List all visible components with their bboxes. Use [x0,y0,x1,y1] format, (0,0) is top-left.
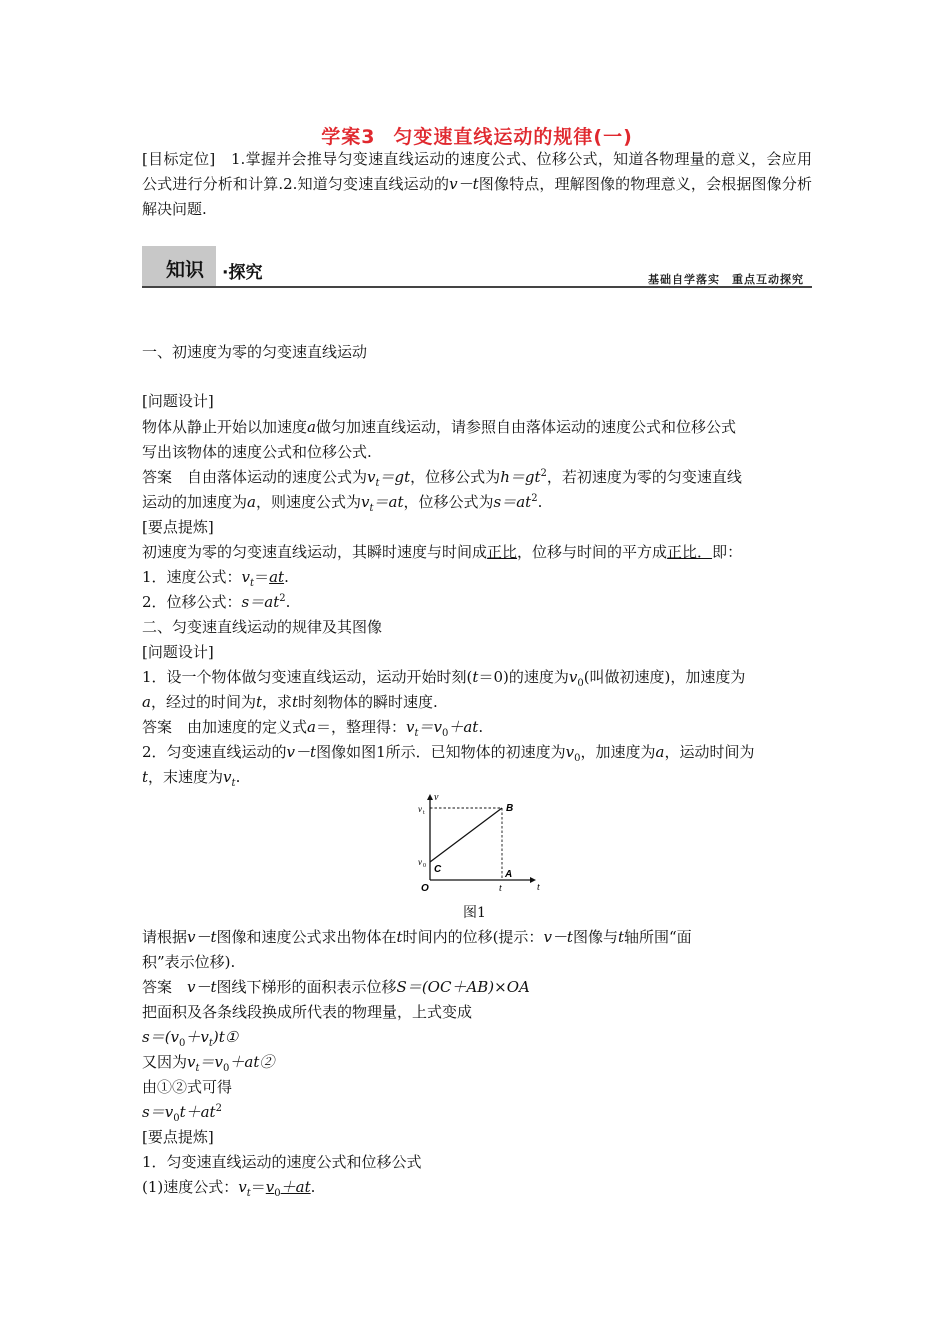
text: 图像与 [572,928,618,946]
t-axis-arrow [530,877,536,883]
text: . [285,593,291,611]
var: a [307,418,316,436]
paragraph-line [142,951,812,972]
var: a [655,743,665,761]
figure-caption: 图1 [463,905,486,921]
text: ，末速度为 [148,768,224,786]
text: 初速度为零的匀变速直线运动，其瞬时速度与时间成 [142,543,488,561]
text: ＝0)的速度为 [478,668,569,686]
text: . [478,718,484,736]
text: 把面积及各条线段换成所代表的物理量，上式变成 [142,1003,473,1021]
answer-line [142,491,812,514]
var: a [142,693,151,711]
fill-blank: at [269,568,285,586]
sup: 2 [215,1103,222,1114]
paragraph-line [142,1076,812,1097]
paragraph-line [142,541,812,562]
label-problem-design [142,390,812,411]
expr: ＋at [448,718,479,736]
formula-line [142,1051,812,1074]
text: 图线下梯形的面积表示位移 [216,978,397,996]
text: ，位移与时间的平方成 [517,543,668,561]
label-key-points [142,516,812,537]
text: . [537,493,543,511]
var: v－t [543,928,573,946]
paragraph-line [142,666,812,689]
text: ＝ [250,1178,266,1196]
objectives-text: 1.掌握并会推导匀变速直线运动的速度公式、位移公式，知道各物理量的意义，会应用公式进行分析和计算.2.知道匀变速直线运动的 [142,150,812,193]
sub: t [250,578,255,589]
text: ＝，整理得： [315,718,406,736]
banner-rule [142,286,812,288]
text: [问题设计] [142,643,214,661]
var: v [405,718,415,736]
text: [要点提炼] [142,518,214,536]
text: [要点提炼] [142,1128,214,1146]
text: 1．设一个物体做匀变速直线运动，运动开始时刻( [142,668,473,686]
text: . [284,568,289,586]
text: 答案 由加速度的定义式 [142,718,308,736]
vt-tick-label: v [418,804,422,814]
sub: 0 [274,1188,281,1199]
label-problem-design [142,641,812,662]
text: 请根据 [142,928,188,946]
fill-blank: ＋at [280,1178,311,1196]
paragraph-line [142,441,812,462]
sub: 0 [441,728,449,739]
title-main: 匀变速直线运动的规律(一) [393,126,633,148]
var: t [142,768,149,786]
text: 1．匀变速直线运动的速度公式和位移公式 [142,1153,422,1171]
expr: ＋at② [229,1053,275,1071]
paragraph-line [142,1151,812,1172]
var: v－t [286,743,317,761]
var: s [142,1028,150,1046]
text: (叫做初速度)，加速度为 [583,668,746,686]
var: v [360,493,370,511]
text: 写出该物体的速度公式和位移公式. [142,443,372,461]
section-banner [142,246,812,288]
text: (1)速度公式： [142,1178,239,1196]
text: 时刻物体的瞬时速度. [298,693,438,711]
text: 图像如图1所示．已知物体的初速度为 [316,743,566,761]
formula-line [142,1026,812,1049]
sub: t [375,478,380,489]
text: 2．匀变速直线运动的 [142,743,287,761]
sub: t [195,1063,200,1074]
expr: ＝(v [149,1028,180,1046]
point-b-label: B [506,803,514,814]
answer-line [142,716,812,739]
text: 答案 自由落体运动的速度公式为 [142,468,368,486]
text: 2．位移公式： [142,593,242,611]
formula-line [142,591,812,612]
expr: ＝at [373,493,404,511]
formula-line [142,566,812,589]
text: 二、匀变速直线运动的规律及其图像 [142,618,383,636]
text: 做匀加速直线运动，请参照自由落体运动的速度公式和位移公式 [315,418,736,436]
v0-tick-label: v [418,857,422,867]
text: 积”表示位移). [142,953,236,971]
sub: 0 [173,1113,180,1124]
paragraph-line [142,926,812,947]
fill-blank: 正比． [667,543,713,561]
text: ，求 [262,693,293,711]
sup: 2 [531,493,538,504]
expr: ＋v [185,1028,209,1046]
text: 运动的加速度为 [142,493,248,511]
sub: t [369,503,374,514]
var: t [255,693,262,711]
answer-line [142,466,812,489]
text: 物体从静止开始以加速度 [142,418,308,436]
sub: t [414,728,419,739]
point-a-label: A [505,869,513,880]
var: v－t [187,978,217,996]
expr: ＝v [149,1103,174,1121]
lesson-title [142,122,812,149]
var: a [247,493,256,511]
var: t [292,693,299,711]
velocity-line [430,808,502,862]
text: ，位移公式为 [403,493,494,511]
var: v [367,468,376,486]
paragraph-line [142,766,812,789]
var: a [307,718,316,736]
v0-tick-sub: 0 [423,863,426,869]
var: s [142,1103,150,1121]
fill-blank: v [265,1178,275,1196]
expr: ＝at [249,593,280,611]
sup: 2 [279,593,286,604]
text: 即： [712,543,743,561]
var: v [565,743,575,761]
var: v [238,1178,247,1196]
paragraph-line [142,691,812,712]
section-heading-1 [142,341,812,362]
var: v－t [187,928,217,946]
banner-subtitle: 基础自学落实 重点互动探究 [648,273,804,286]
var: t [617,928,624,946]
answer-line [142,976,812,997]
text: 时间内的位移(提示： [402,928,544,946]
fill-blank: 正比 [487,543,518,561]
vt-graph-figure [412,790,542,900]
label-key-points [142,1126,812,1147]
expr: t＋at [179,1103,216,1121]
text: . [310,1178,316,1196]
expr: ＝v [199,1053,224,1071]
paragraph-line [142,741,812,764]
sub: 0 [574,753,581,764]
text: ，运动时间为 [664,743,755,761]
text: ，若初速度为零的匀变速直线 [546,468,742,486]
var: h [500,468,510,486]
origin-label: O [421,883,429,894]
paragraph-line [142,1001,812,1022]
paragraph-line [142,416,812,437]
expr: ＝v [418,718,442,736]
section-heading-2 [142,616,812,637]
expr: S＝(OC＋AB)×OA [396,978,530,996]
point-c-label: C [434,864,442,875]
objectives-vt: v－t [449,175,479,193]
expr: ＝at [501,493,532,511]
text: 1．速度公式： [142,568,242,586]
sub: 0 [577,678,584,689]
expr: )t① [212,1028,239,1046]
var: s [493,493,502,511]
text: ＝ [254,568,270,586]
sub: t [208,1038,213,1049]
var: s [241,593,250,611]
vt-tick-sub: t [423,810,425,816]
objectives-tail: 图像特点，理解图像的物理意义，会根据图像分析解决问题. [142,175,812,218]
sup: 2 [540,468,547,479]
text: 又因为 [142,1053,188,1071]
banner-explore: ·探究 [222,263,263,283]
sub: 0 [223,1063,230,1074]
v-axis-label: v [434,792,439,803]
t-tick-label: t [499,883,502,894]
text: ，位移公式为 [410,468,501,486]
formula-line [142,1101,812,1124]
objectives-label: [目标定位] [142,150,216,168]
text: . [235,768,241,786]
var: t [472,668,479,686]
v-axis-arrow [427,794,433,800]
var: v [241,568,251,586]
sub: 0 [179,1038,186,1049]
expr: ＝gt [379,468,411,486]
banner-knowledge: 知识 [166,259,205,281]
sub: t [246,1188,251,1199]
text: [问题设计] [142,392,214,410]
expr: ＝gt [509,468,541,486]
objectives-paragraph [142,147,812,222]
text: 一、初速度为零的匀变速直线运动 [142,343,368,361]
var: v [223,768,232,786]
text: ，经过的时间为 [150,693,256,711]
text: ，则速度公式为 [255,493,361,511]
text: ，加速度为 [580,743,656,761]
var: v [187,1053,196,1071]
var: t [396,928,403,946]
text: 图像和速度公式求出物体在 [216,928,397,946]
text: 由①②式可得 [142,1078,233,1096]
formula-line [142,1176,812,1199]
t-axis-label: t [537,882,540,893]
title-prefix: 学案3 [321,126,376,148]
var: v [568,668,578,686]
text: 轴所围“面 [624,928,692,946]
sub: t [231,778,236,789]
text: 答案 [142,978,188,996]
